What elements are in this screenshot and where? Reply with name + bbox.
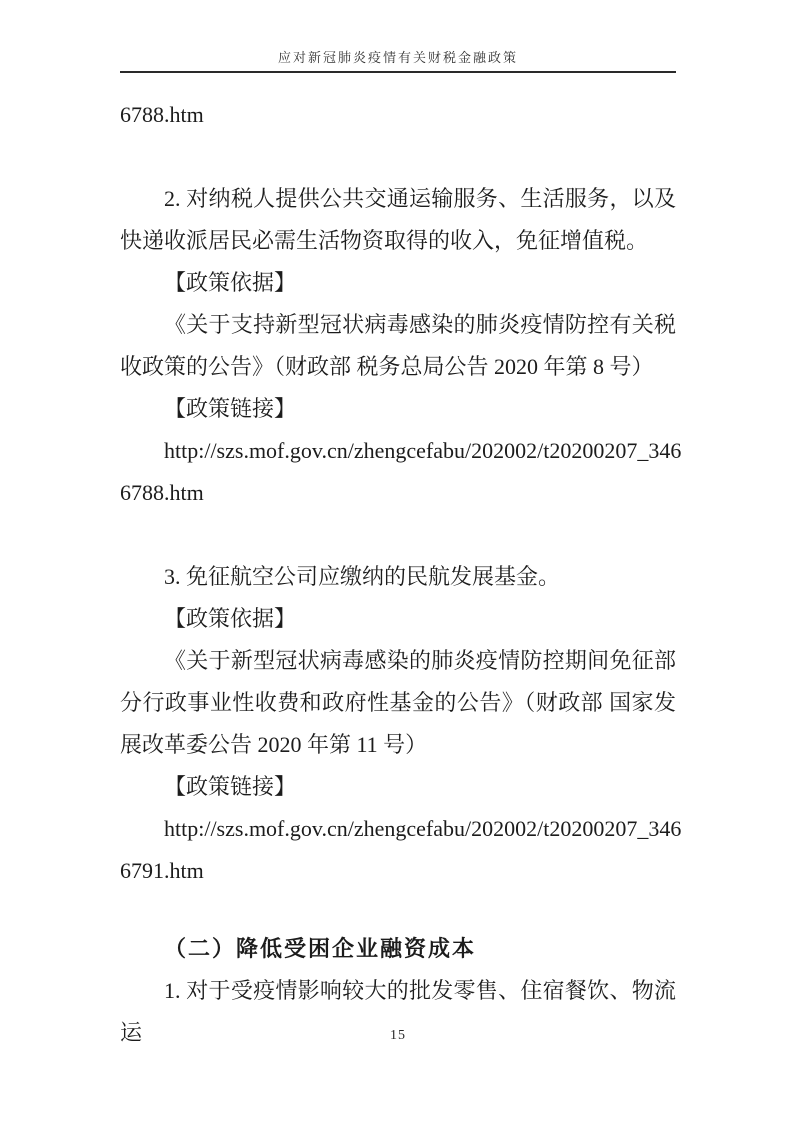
page-header <box>120 0 676 73</box>
url-carryover-line: 6788.htm <box>120 102 204 127</box>
page-footer <box>0 1026 796 1044</box>
page-number: 15 <box>390 1028 406 1043</box>
item3-url-line2: 6791.htm <box>120 858 204 883</box>
running-header-title: 应对新冠肺炎疫情有关财税金融政策 <box>277 50 518 65</box>
paragraph-section2-item1: 1. 对于受疫情影响较大的批发零售、住宿餐饮、物流运 <box>120 978 676 1045</box>
paragraph-item2: 2. 对纳税人提供公共交通运输服务、生活服务，以及快递收派居民必需生活物资取得的收入，免征增值税。 <box>120 186 676 253</box>
item2-url-line2: 6788.htm <box>120 480 204 505</box>
document-body <box>120 73 682 1054</box>
policy-basis-label-item2: 【政策依据】 <box>164 270 297 295</box>
item2-url-line1: http://szs.mof.gov.cn/zhengcefabu/202002/t20200207_346 <box>164 438 682 463</box>
paragraph-item3-basis: 《关于新型冠状病毒感染的肺炎疫情防控期间免征部分行政事业性收费和政府性基金的公告》（财政部 国家发展改革委公告 2020 年第 11 号） <box>120 648 676 757</box>
paragraph-item3: 3. 免征航空公司应缴纳的民航发展基金。 <box>164 564 561 589</box>
paragraph-item2-basis: 《关于支持新型冠状病毒感染的肺炎疫情防控有关税收政策的公告》（财政部 税务总局公告 2020 年第 8 号） <box>120 312 676 379</box>
item3-url-line1: http://szs.mof.gov.cn/zhengcefabu/202002/t20200207_346 <box>164 816 682 841</box>
section2-heading: （二）降低受困企业融资成本 <box>164 936 477 961</box>
policy-basis-label-item3: 【政策依据】 <box>164 606 297 631</box>
policy-link-label-item3: 【政策链接】 <box>164 774 297 799</box>
policy-link-label-item2: 【政策链接】 <box>164 396 297 421</box>
